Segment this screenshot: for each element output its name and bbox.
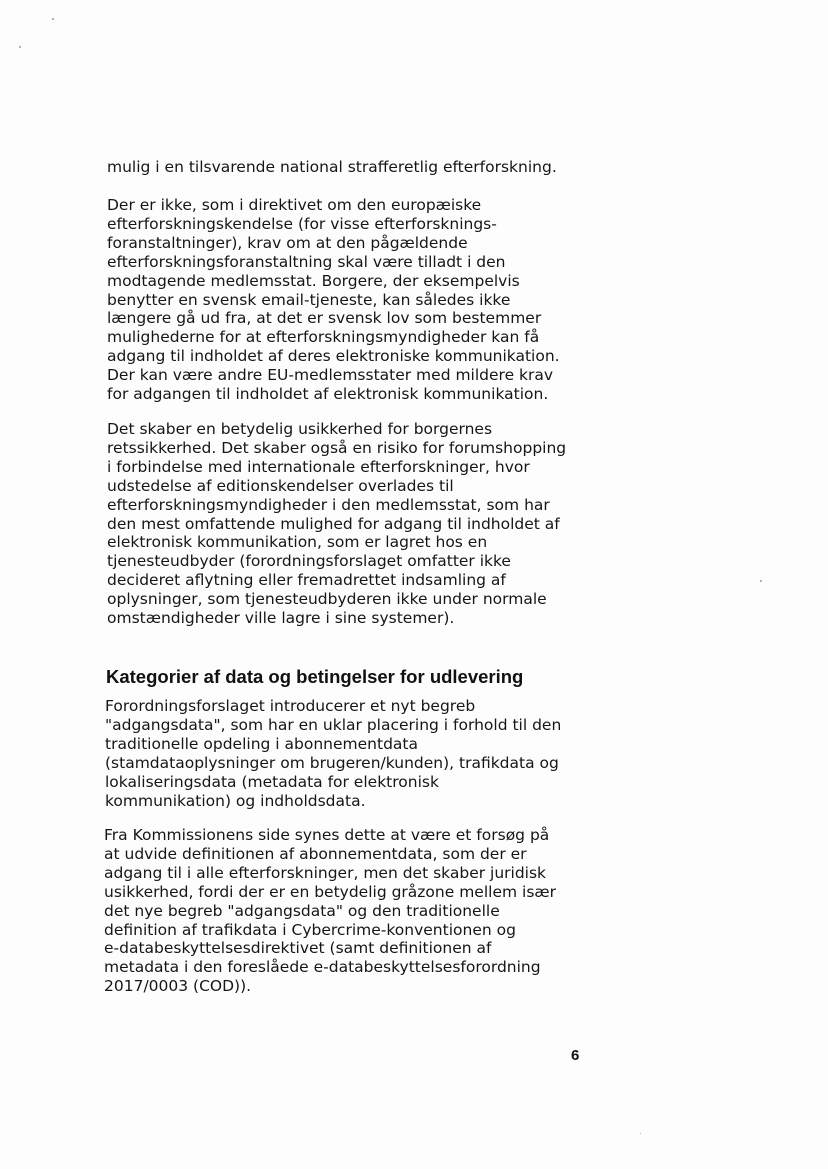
text-line: foranstaltninger), krav om at den pågældende [107,233,468,252]
text-line: Der er ikke, som i direktivet om den europæiske [107,196,482,214]
text-line: usikkerhed, fordi der er en betydelig gråzone mellem især [104,882,556,901]
paragraph-1 [107,158,587,177]
text-line: efterforskningskendelse (for visse efterforsknings- [107,214,497,233]
scan-speck [640,1133,641,1134]
section-paragraph-2 [104,826,584,996]
text-line: omstændigheder ville lagre i sine systemer). [107,609,455,628]
scan-speck [52,18,54,20]
text-line: 2017/0003 (COD)). [104,977,252,996]
paragraph-3 [107,420,587,628]
text-line: definition af trafikdata i Cybercrime-konventionen og [104,920,516,939]
text-line: metadata i den foreslåede e-databeskyttelsesforordning [104,958,541,977]
text-line: retssikkerhed. Det skaber også en risiko for forumshopping [107,438,567,457]
text-line: i forbindelse med internationale efterforskninger, hvor [107,457,530,476]
text-line: efterforskningsmyndigheder i den medlemsstat, som har [107,495,550,514]
text-line: det nye begreb "adgangsdata" og den traditionelle [104,901,500,920]
text-line: decideret aflytning eller fremadrettet indsamling af [107,571,506,590]
text-line: traditionelle opdeling i abonnementdata [105,734,418,753]
text-line: "adgangsdata", som har en uklar placering i forhold til den [105,715,562,734]
scan-speck [760,580,762,582]
text-line: modtagende medlemsstat. Borgere, der eksempelvis [107,271,520,290]
text-line: Fra Kommissionens side synes dette at være et forsøg på [104,826,550,844]
scan-speck [19,46,21,48]
text-line: elektronisk kommunikation, som er lagret hos en [107,533,488,552]
page-number: 6 [571,1047,580,1064]
text-line: at udvide definitionen af abonnementdata, som der er [104,844,527,863]
text-line: den mest omfattende mulighed for adgang til indholdet af [107,514,560,533]
text-line: Det skaber en betydelig usikkerhed for borgernes [107,420,493,438]
text-line: for adgangen til indholdet af elektronisk kommunikation. [107,385,549,404]
text-line: (stamdataoplysninger om brugeren/kunden), trafikdata og [105,753,559,772]
text-line: adgang til indholdet af deres elektroniske kommunikation. [107,347,560,366]
text-line: kommunikation) og indholdsdata. [105,791,366,810]
text-line: længere gå ud fra, at det er svensk lov som bestemmer [107,309,542,328]
text-line: udstedelse af editionskendelser overlades til [107,476,454,495]
text-line: adgang til i alle efterforskninger, men det skaber juridisk [104,863,547,882]
text-line: benytter en svensk email-tjeneste, kan således ikke [107,290,511,309]
text-line: Forordningsforslaget introducerer et nyt begreb [105,697,476,715]
text-line: mulighederne for at efterforskningsmyndigheder kan få [107,328,540,347]
paragraph-2 [107,196,587,404]
text-line: oplysninger, som tjenesteudbyderen ikke under normale [107,590,547,609]
text-line: Der kan være andre EU-medlemsstater med mildere krav [107,366,554,385]
text-line: e-databeskyttelsesdirektivet (samt definitionen af [104,939,492,958]
text-line: tjenesteudbyder (forordningsforslaget omfatter ikke [107,552,511,571]
text-line: mulig i en tilsvarende national strafferetlig efterforskning. [107,158,557,176]
section-paragraph-1 [105,697,585,810]
section-heading: Kategorier af data og betingelser for udlevering [106,666,524,687]
text-line: lokaliseringsdata (metadata for elektronisk [105,772,439,791]
text-line: efterforskningsforanstaltning skal være tilladt i den [107,252,506,271]
